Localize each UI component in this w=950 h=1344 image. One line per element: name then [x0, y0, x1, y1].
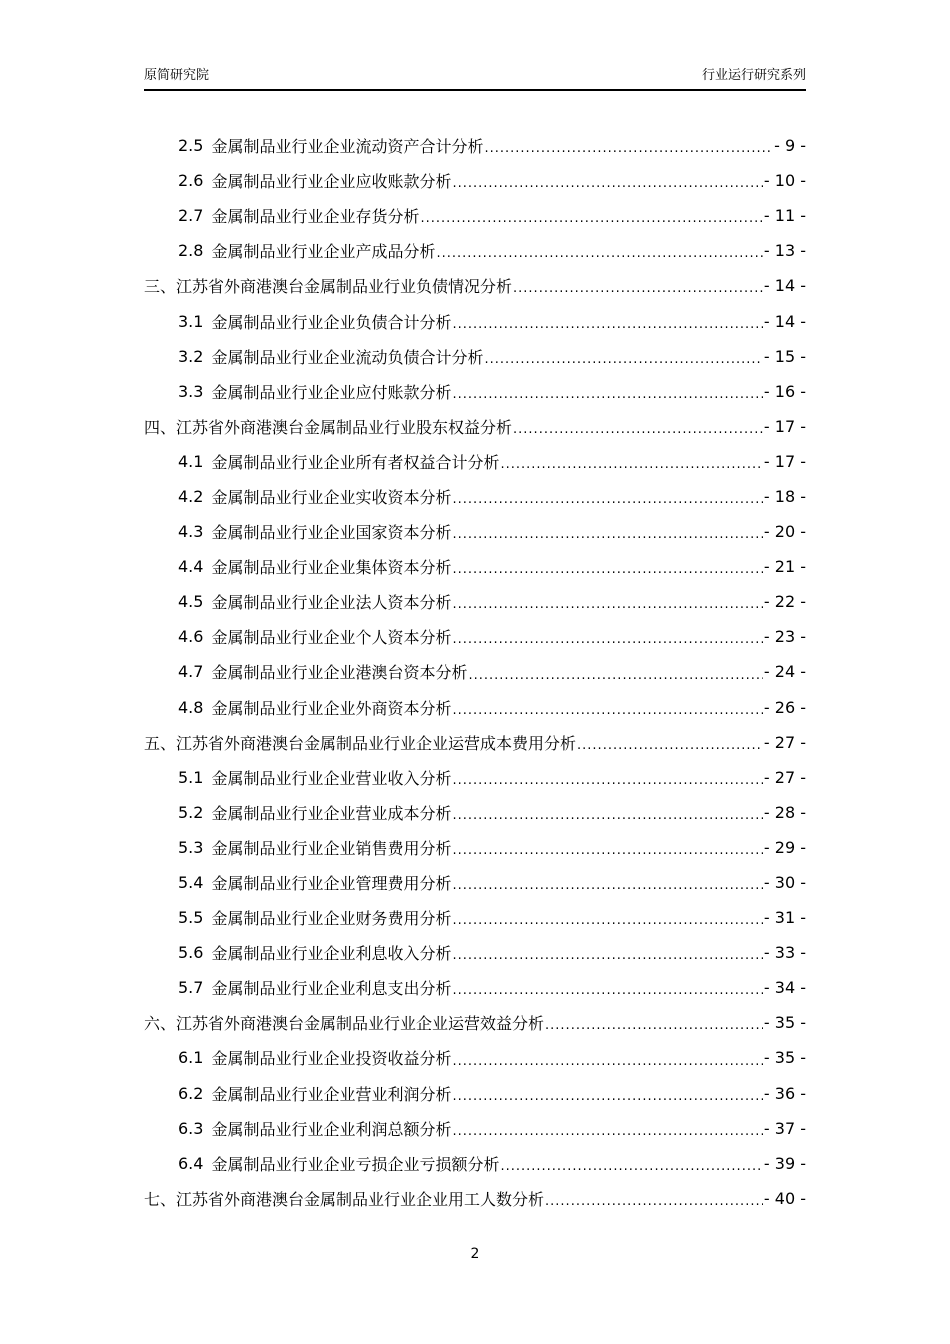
- toc-entry-number: 4.3: [178, 522, 204, 542]
- toc-dot-leader: [452, 776, 762, 795]
- toc-entry-number: 6.4: [178, 1153, 204, 1173]
- toc-entry-number: 2.5: [178, 136, 204, 156]
- toc-section-entry[interactable]: [144, 339, 806, 374]
- toc-entry-number: 6.1: [178, 1048, 204, 1068]
- toc-dot-leader: [452, 390, 762, 409]
- toc-entry-page: - 31 -: [763, 908, 806, 928]
- toc-entry-title: 江苏省外商港澳台金属制品业行业企业用工人数分析: [176, 1189, 545, 1209]
- toc-dot-leader: [436, 249, 762, 268]
- toc-entry-title: 江苏省外商港澳台金属制品业行业股东权益分析: [176, 417, 513, 437]
- toc-entry-title: 江苏省外商港澳台金属制品业行业企业运营成本费用分析: [176, 733, 577, 753]
- toc-entry-page: - 36 -: [763, 1083, 806, 1103]
- toc-section-entry[interactable]: [144, 900, 806, 935]
- toc-entry-title: 金属制品业行业企业产成品分析: [211, 242, 436, 262]
- toc-entry-number: 2.7: [178, 206, 204, 226]
- toc-entry-page: - 14 -: [763, 311, 806, 331]
- toc-entry-number: 4.2: [178, 486, 204, 506]
- toc-chapter-entry[interactable]: [144, 1181, 806, 1216]
- toc-entry-title: 金属制品业行业企业管理费用分析: [211, 874, 452, 894]
- toc-entry-title: 金属制品业行业企业国家资本分析: [211, 523, 452, 543]
- toc-entry-page: - 39 -: [763, 1153, 806, 1173]
- toc-entry-title: 金属制品业行业企业港澳台资本分析: [211, 663, 468, 683]
- toc-entry-number: 3.3: [178, 381, 204, 401]
- toc-dot-leader: [513, 284, 763, 303]
- toc-entry-number: 4.6: [178, 627, 204, 647]
- toc-entry-page: - 24 -: [763, 662, 806, 682]
- toc-dot-leader: [500, 460, 762, 479]
- toc-section-entry[interactable]: [144, 479, 806, 514]
- toc-entry-page: - 33 -: [763, 943, 806, 963]
- toc-dot-leader: [452, 600, 762, 619]
- page-number: 2: [470, 1246, 480, 1262]
- toc-entry-page: - 17 -: [763, 416, 806, 436]
- toc-dot-leader: [452, 881, 762, 900]
- toc-entry-number: 三、: [144, 277, 177, 297]
- toc-entry-page: - 37 -: [763, 1118, 806, 1138]
- toc-dot-leader: [452, 1057, 762, 1076]
- header-series: 行业运行研究系列: [701, 68, 806, 83]
- toc-dot-leader: [452, 846, 762, 865]
- toc-entry-title: 金属制品业行业企业营业收入分析: [211, 768, 452, 788]
- toc-entry-page: - 20 -: [763, 522, 806, 542]
- toc-dot-leader: [484, 144, 773, 163]
- toc-entry-page: - 13 -: [763, 241, 806, 261]
- toc-dot-leader: [420, 214, 762, 233]
- toc-section-entry[interactable]: [144, 1076, 806, 1111]
- toc-entry-number: 五、: [144, 733, 177, 753]
- toc-entry-number: 4.8: [178, 697, 204, 717]
- toc-entry-number: 5.1: [178, 767, 204, 787]
- toc-entry-number: 六、: [144, 1014, 177, 1034]
- toc-entry-number: 3.2: [178, 346, 204, 366]
- toc-dot-leader: [452, 495, 762, 514]
- toc-chapter-entry[interactable]: [144, 409, 806, 444]
- table-of-contents: [144, 128, 806, 1216]
- toc-dot-leader: [452, 706, 762, 725]
- toc-entry-page: - 15 -: [763, 346, 806, 366]
- toc-dot-leader: [452, 635, 762, 654]
- toc-dot-leader: [545, 1021, 763, 1040]
- toc-dot-leader: [513, 425, 763, 444]
- toc-entry-title: 金属制品业行业企业营业成本分析: [211, 803, 452, 823]
- toc-entry-number: 2.8: [178, 241, 204, 261]
- toc-dot-leader: [452, 951, 762, 970]
- toc-section-entry[interactable]: [144, 374, 806, 409]
- toc-entry-page: - 34 -: [763, 978, 806, 998]
- toc-entry-page: - 18 -: [763, 486, 806, 506]
- toc-entry-title: 金属制品业行业企业流动资产合计分析: [211, 137, 484, 157]
- toc-entry-page: - 14 -: [763, 276, 806, 296]
- toc-entry-title: 金属制品业行业企业投资收益分析: [211, 1049, 452, 1069]
- toc-section-entry[interactable]: [144, 865, 806, 900]
- toc-entry-number: 4.7: [178, 662, 204, 682]
- toc-section-entry[interactable]: [144, 198, 806, 233]
- toc-section-entry[interactable]: [144, 654, 806, 689]
- toc-dot-leader: [500, 1162, 762, 1181]
- toc-entry-title: 金属制品业行业企业集体资本分析: [211, 558, 452, 578]
- toc-chapter-entry[interactable]: [144, 1005, 806, 1040]
- toc-entry-title: 金属制品业行业企业个人资本分析: [211, 628, 452, 648]
- toc-entry-page: - 22 -: [763, 592, 806, 612]
- toc-section-entry[interactable]: [144, 935, 806, 970]
- toc-entry-page: - 16 -: [763, 381, 806, 401]
- toc-entry-page: - 27 -: [763, 732, 806, 752]
- toc-entry-title: 金属制品业行业企业负债合计分析: [211, 312, 452, 332]
- page-header: [144, 67, 806, 91]
- toc-entry-title: 金属制品业行业企业销售费用分析: [211, 838, 452, 858]
- toc-entry-title: 金属制品业行业企业营业利润分析: [211, 1084, 452, 1104]
- toc-entry-page: - 17 -: [763, 451, 806, 471]
- toc-entry-page: - 23 -: [763, 627, 806, 647]
- toc-dot-leader: [452, 916, 762, 935]
- toc-entry-title: 金属制品业行业企业外商资本分析: [211, 698, 452, 718]
- toc-section-entry[interactable]: [144, 690, 806, 725]
- toc-section-entry[interactable]: [144, 970, 806, 1005]
- toc-section-entry[interactable]: [144, 1111, 806, 1146]
- toc-entry-number: 2.6: [178, 171, 204, 191]
- toc-section-entry[interactable]: [144, 233, 806, 268]
- toc-entry-title: 江苏省外商港澳台金属制品业行业企业运营效益分析: [176, 1014, 545, 1034]
- toc-dot-leader: [452, 530, 762, 549]
- toc-section-entry[interactable]: [144, 444, 806, 479]
- toc-section-entry[interactable]: [144, 830, 806, 865]
- toc-dot-leader: [545, 1197, 763, 1216]
- toc-section-entry[interactable]: [144, 514, 806, 549]
- toc-section-entry[interactable]: [144, 1040, 806, 1075]
- toc-dot-leader: [484, 355, 762, 374]
- toc-entry-number: 七、: [144, 1189, 177, 1209]
- toc-dot-leader: [452, 320, 762, 339]
- toc-dot-leader: [577, 741, 763, 760]
- toc-section-entry[interactable]: [144, 760, 806, 795]
- toc-entry-number: 5.4: [178, 873, 204, 893]
- toc-section-entry[interactable]: [144, 303, 806, 338]
- toc-entry-page: - 35 -: [763, 1048, 806, 1068]
- toc-chapter-entry[interactable]: [144, 268, 806, 303]
- toc-entry-number: 5.3: [178, 837, 204, 857]
- toc-dot-leader: [452, 565, 762, 584]
- toc-entry-page: - 9 -: [774, 136, 806, 156]
- toc-entry-title: 金属制品业行业企业利润总额分析: [211, 1119, 452, 1139]
- toc-entry-title: 金属制品业行业企业实收资本分析: [211, 487, 452, 507]
- toc-entry-number: 6.3: [178, 1118, 204, 1138]
- toc-entry-page: - 21 -: [763, 557, 806, 577]
- toc-entry-title: 金属制品业行业企业应收账款分析: [211, 172, 452, 192]
- toc-entry-title: 金属制品业行业企业利息支出分析: [211, 979, 452, 999]
- toc-section-entry[interactable]: [144, 584, 806, 619]
- toc-entry-title: 江苏省外商港澳台金属制品业行业负债情况分析: [176, 277, 513, 297]
- header-publisher: 原简研究院: [144, 68, 210, 83]
- toc-entry-number: 5.6: [178, 943, 204, 963]
- toc-entry-title: 金属制品业行业企业流动负债合计分析: [211, 347, 484, 367]
- toc-entry-title: 金属制品业行业企业财务费用分析: [211, 909, 452, 929]
- toc-chapter-entry[interactable]: [144, 725, 806, 760]
- toc-dot-leader: [452, 1127, 762, 1146]
- toc-entry-number: 3.1: [178, 311, 204, 331]
- toc-entry-page: - 40 -: [763, 1188, 806, 1208]
- toc-entry-page: - 35 -: [763, 1013, 806, 1033]
- toc-entry-page: - 30 -: [763, 873, 806, 893]
- toc-section-entry[interactable]: [144, 128, 806, 163]
- toc-dot-leader: [452, 179, 762, 198]
- toc-section-entry[interactable]: [144, 549, 806, 584]
- toc-entry-number: 5.2: [178, 802, 204, 822]
- toc-entry-number: 4.1: [178, 451, 204, 471]
- toc-entry-number: 4.5: [178, 592, 204, 612]
- toc-entry-page: - 26 -: [763, 697, 806, 717]
- toc-dot-leader: [452, 811, 762, 830]
- toc-entry-title: 金属制品业行业企业利息收入分析: [211, 944, 452, 964]
- toc-entry-number: 4.4: [178, 557, 204, 577]
- toc-section-entry[interactable]: [144, 795, 806, 830]
- toc-dot-leader: [452, 986, 762, 1005]
- toc-entry-page: - 29 -: [763, 837, 806, 857]
- toc-entry-number: 5.7: [178, 978, 204, 998]
- toc-entry-page: - 10 -: [763, 171, 806, 191]
- toc-entry-title: 金属制品业行业企业亏损企业亏损额分析: [211, 1154, 500, 1174]
- toc-entry-number: 6.2: [178, 1083, 204, 1103]
- toc-dot-leader: [468, 671, 762, 690]
- toc-entry-title: 金属制品业行业企业法人资本分析: [211, 593, 452, 613]
- toc-entry-page: - 11 -: [763, 206, 806, 226]
- toc-entry-number: 5.5: [178, 908, 204, 928]
- toc-entry-number: 四、: [144, 417, 177, 437]
- toc-entry-page: - 28 -: [763, 802, 806, 822]
- toc-section-entry[interactable]: [144, 1146, 806, 1181]
- toc-entry-title: 金属制品业行业企业存货分析: [211, 207, 420, 227]
- toc-dot-leader: [452, 1092, 762, 1111]
- toc-entry-page: - 27 -: [763, 767, 806, 787]
- toc-section-entry[interactable]: [144, 619, 806, 654]
- toc-section-entry[interactable]: [144, 163, 806, 198]
- toc-entry-title: 金属制品业行业企业应付账款分析: [211, 382, 452, 402]
- toc-entry-title: 金属制品业行业企业所有者权益合计分析: [211, 452, 500, 472]
